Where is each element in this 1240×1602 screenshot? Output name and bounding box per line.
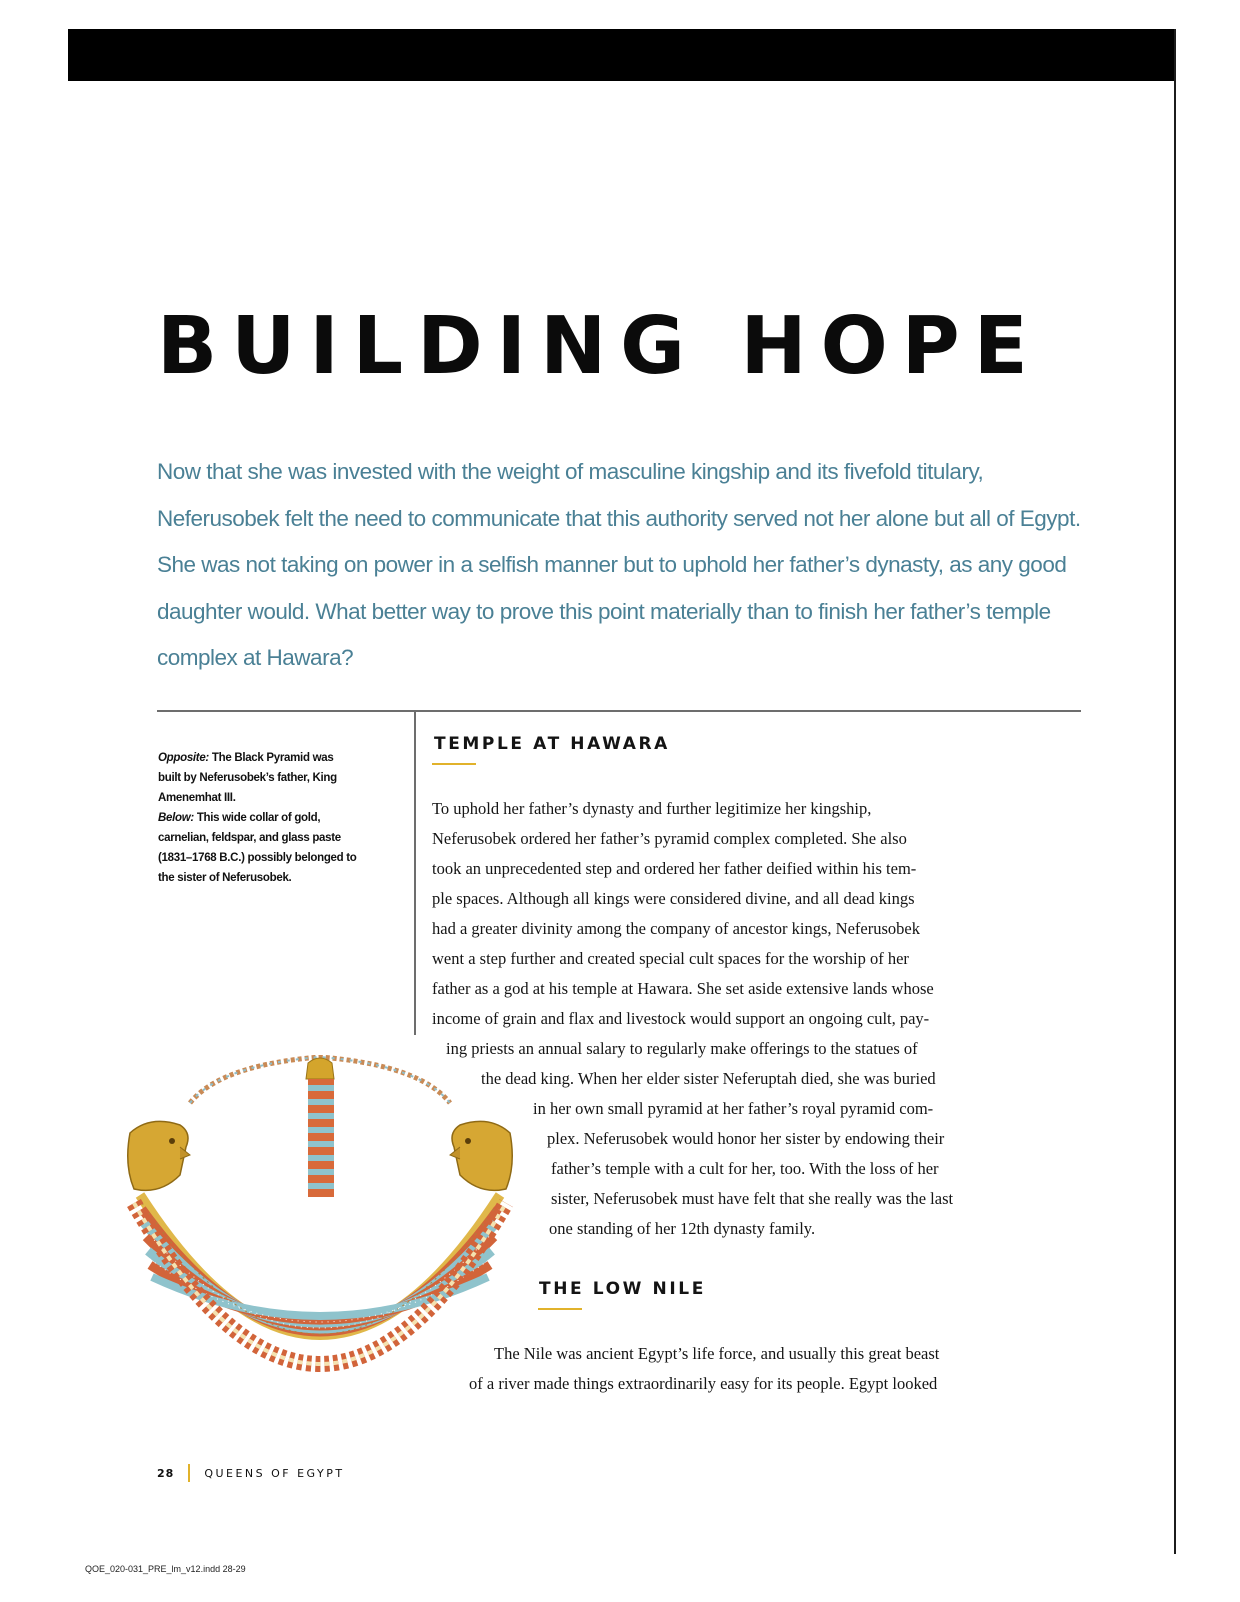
caption-text-1: The Black Pyramid was [211,752,334,764]
caption-line-4 [158,808,398,828]
body-line: To uphold her father’s dynasty and further legitimize her kingship, [432,799,872,818]
page-footer [157,1464,345,1482]
body-line: ple spaces. Although all kings were considered divine, and all dead kings [432,889,915,908]
body-line: ing priests an annual salary to regularly make offerings to the statues of [446,1039,918,1058]
broad-collar-image [120,1055,520,1415]
body-line: income of grain and flax and livestock would support an ongoing cult, pay- [432,1009,930,1028]
caption-line-5: carnelian, feldspar, and glass paste [158,832,341,844]
caption-line-6: (1831–1768 B.C.) possibly belonged to [158,852,357,864]
caption-line-2: built by Neferusobek’s father, King [158,772,337,784]
body-line: the dead king. When her elder sister Neferuptah died, she was buried [481,1069,936,1088]
top-black-bar [68,29,1176,81]
intro-paragraph: Now that she was invested with the weight of masculine kingship and its fivefold titulary, Neferusobek felt the need to communicate that this authority served not her alone but all of Egypt. She was not taking on power in a selfish manner but to uphold her father’s dynasty, as any good daughter would. What better way to prove this point materially than to finish her father’s temple complex at Hawara? [157,459,1081,670]
caption-text-4: This wide collar of gold, [196,812,321,824]
section-rule-nile [538,1308,582,1310]
caption-label-below: Below: [158,812,194,824]
running-title: QUEENS OF EGYPT [204,1466,345,1480]
caption-line-3: Amenemhat III. [158,792,236,804]
caption-line-1 [158,748,398,768]
section-heading-nile: THE LOW NILE [539,1279,706,1299]
body-line: The Nile was ancient Egypt’s life force, and usually this great beast [494,1344,940,1363]
section-heading-temple: TEMPLE AT HAWARA [434,734,670,754]
vertical-divider [414,712,416,1035]
body-line: father as a god at his temple at Hawara. She set aside extensive lands whose [432,979,934,998]
image-caption [158,748,398,888]
body-line: of a river made things extraordinarily easy for its people. Egypt looked [469,1374,938,1393]
body-line: in her own small pyramid at her father’s royal pyramid com- [533,1099,934,1118]
footer-divider [188,1464,190,1482]
body-line: went a step further and created special cult spaces for the worship of her [432,949,909,968]
body-line: father’s temple with a cult for her, too. With the loss of her [551,1159,939,1178]
page-title: BUILDING HOPE [157,300,1042,392]
section-rule-temple [432,763,476,765]
body-line: took an unprecedented step and ordered her father deified within his tem- [432,859,917,878]
caption-line-7: the sister of Neferusobek. [158,872,292,884]
counterpoise-pendant [306,1058,334,1197]
body-line: sister, Neferusobek must have felt that she really was the last [551,1189,954,1208]
page-number: 28 [157,1466,175,1480]
body-line: Neferusobek ordered her father’s pyramid complex completed. She also [432,829,907,848]
collar-bead-rows [140,1195,500,1335]
print-slug: QOE_020-031_PRE_lm_v12.indd 28-29 [85,1564,246,1574]
falcon-terminal-left [128,1121,190,1190]
caption-label-opposite: Opposite: [158,752,209,764]
falcon-terminal-right [450,1121,512,1190]
page-edge-line [1174,29,1176,1554]
body-line: plex. Neferusobek would honor her sister by endowing their [547,1129,945,1148]
body-line: one standing of her 12th dynasty family. [549,1219,816,1238]
horizontal-divider [157,710,1081,712]
body-line: had a greater divinity among the company of ancestor kings, Neferusobek [432,919,920,938]
